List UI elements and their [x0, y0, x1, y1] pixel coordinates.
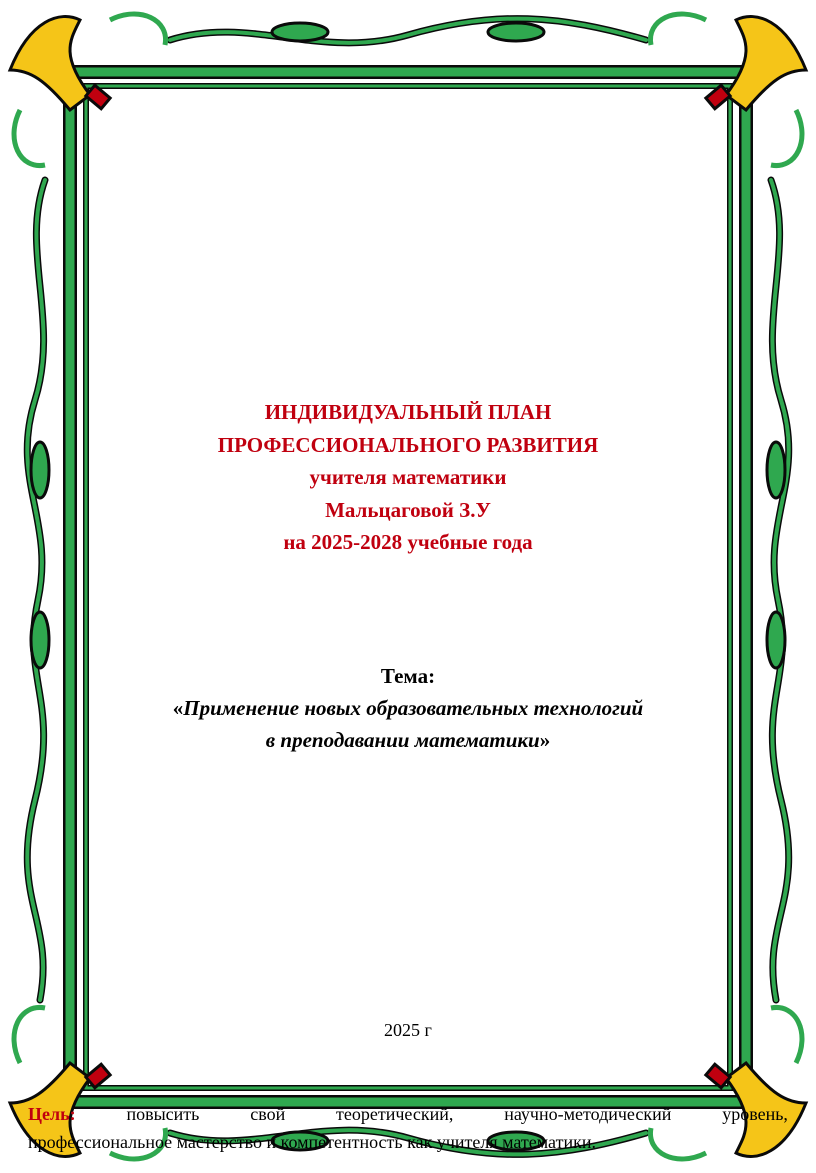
goal-line-1 — [28, 1100, 788, 1128]
goal-word: свой — [250, 1104, 286, 1124]
document-title — [80, 396, 736, 559]
goal-word: повысить — [126, 1104, 200, 1124]
open-quote: « — [172, 696, 184, 720]
topic-line-1: Применение новых образовательных технологий — [183, 696, 644, 720]
goal-word: теоретический, — [336, 1104, 454, 1124]
close-quote: » — [539, 728, 551, 752]
title-line-5: на 2025-2028 учебные года — [283, 530, 533, 554]
topic-text — [80, 692, 736, 756]
topic-label: Тема: — [380, 664, 436, 688]
title-line-4: Мальцаговой З.У — [325, 497, 491, 522]
goal-label: Цель: — [28, 1104, 76, 1124]
topic-line-2: в преподавании математики — [265, 728, 540, 752]
title-line-2: ПРОФЕССИОНАЛЬНОГО РАЗВИТИЯ — [217, 432, 599, 457]
year-text: 2025 г — [384, 1020, 432, 1040]
title-line-1: ИНДИВИДУАЛЬНЫЙ ПЛАН — [264, 400, 552, 424]
goal-line-2: профессиональное мастерство и компетентность как учителя математики. — [28, 1132, 596, 1152]
topic-section — [80, 660, 736, 756]
goal-paragraph — [28, 1100, 788, 1156]
goal-word: уровень, — [722, 1104, 788, 1124]
title-line-3: учителя математики — [309, 465, 507, 489]
goal-word: научно-методический — [504, 1104, 672, 1124]
